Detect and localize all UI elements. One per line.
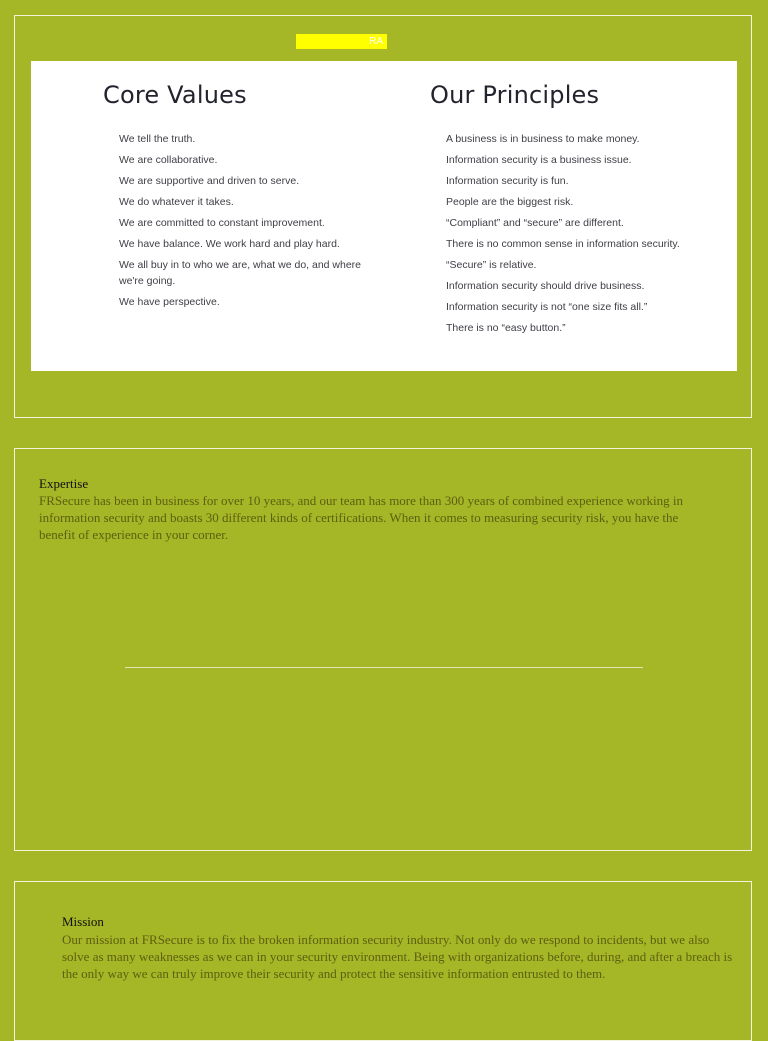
list-item: We are collaborative. (119, 154, 218, 166)
list-item: We have perspective. (119, 296, 220, 308)
core-values-column (103, 81, 363, 315)
list-item: We are supportive and driven to serve. (119, 175, 300, 187)
values-card (31, 61, 737, 371)
divider (125, 667, 643, 668)
list-item: There is no common sense in information security. (446, 238, 680, 250)
principles-title: Our Principles (430, 81, 600, 109)
list-item: We all buy in to who we are, what we do, and where we're going. (119, 259, 362, 287)
values-panel (14, 15, 752, 418)
core-values-list (119, 131, 363, 310)
expertise-text: FRSecure has been in business for over 10 years, and our team has more than 300 years of combined experience working in information security and boasts 30 different kinds of certifications. When it comes to measuring security risk, you have the benefit of experience in your corner. (39, 493, 684, 542)
core-values-title: Core Values (103, 81, 247, 109)
list-item: People are the biggest risk. (446, 196, 574, 208)
list-item: We have balance. We work hard and play hard. (119, 238, 340, 250)
list-item: We tell the truth. (119, 133, 196, 145)
list-item: Information security is a business issue. (446, 154, 632, 166)
list-item: Information security is not “one size fits all.” (446, 301, 648, 313)
list-item: “Compliant” and “secure” are different. (446, 217, 624, 229)
list-item: Information security is fun. (446, 175, 569, 187)
list-item: We do whatever it takes. (119, 196, 234, 208)
list-item: We are committed to constant improvement. (119, 217, 325, 229)
list-item: Information security should drive business. (446, 280, 645, 292)
header-tag: RA (296, 34, 387, 49)
mission-text: Our mission at FRSecure is to fix the broken information security industry. Not only do we respond to incidents, but we also solve as many weaknesses as we can in your security environment. Being with organizations before, during, and after a breach is the only way we can truly improve their security and protect the sensitive information entrusted to them. (62, 932, 733, 981)
list-item: “Secure” is relative. (446, 259, 537, 271)
expertise-title: Expertise (39, 476, 89, 491)
mission-panel (14, 881, 752, 1041)
expertise-panel (14, 448, 752, 851)
mission-title: Mission (62, 914, 104, 929)
list-item: There is no “easy button.” (446, 322, 566, 334)
list-item: A business is in business to make money. (446, 133, 640, 145)
principles-list (446, 131, 710, 336)
principles-column (430, 81, 710, 341)
